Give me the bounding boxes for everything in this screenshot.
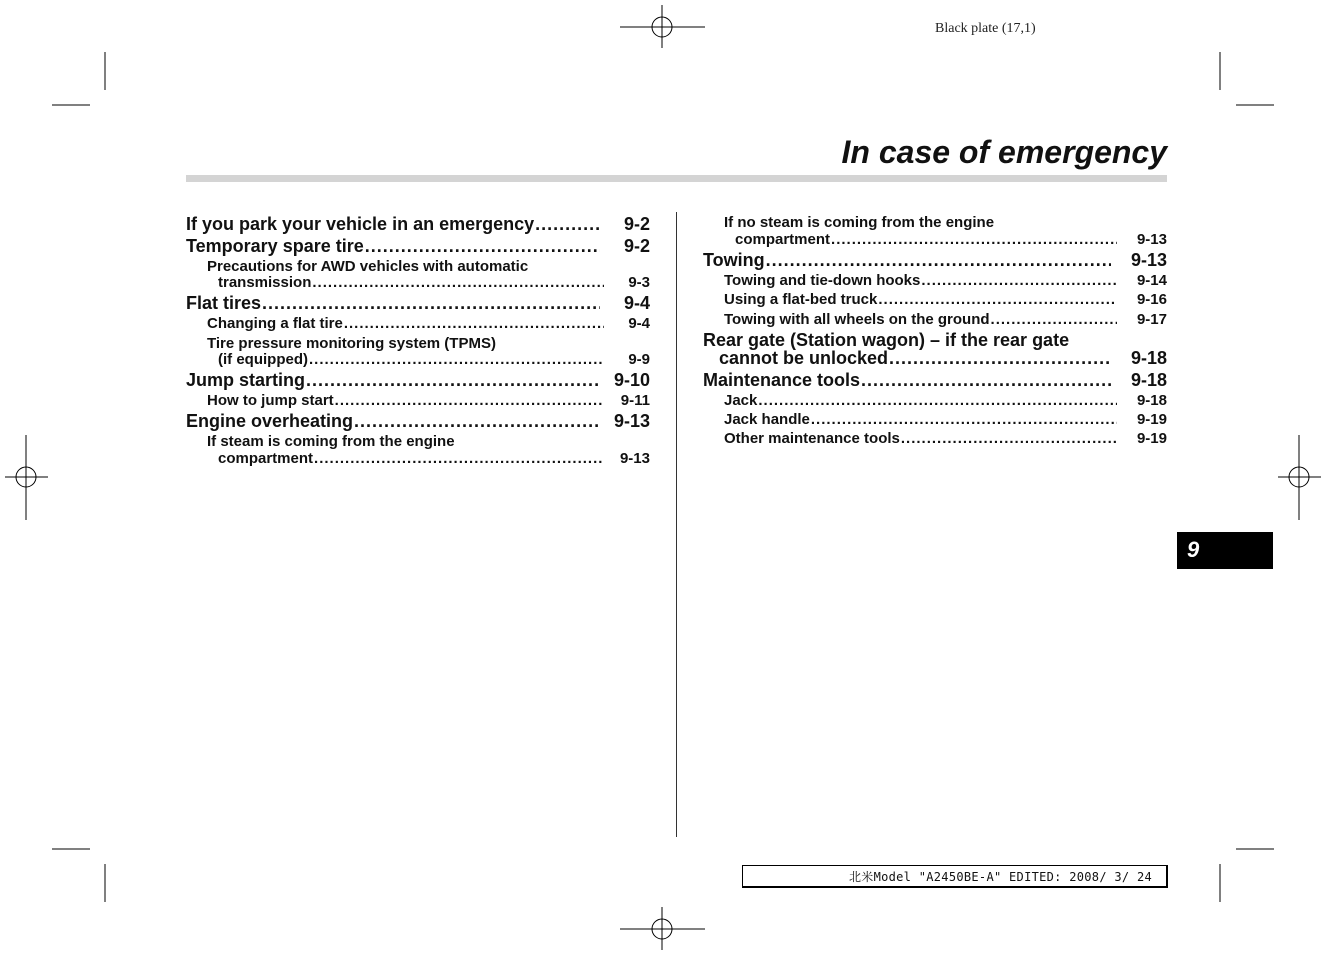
toc-entry-label: Flat tires	[186, 293, 262, 313]
toc-leader-dots	[314, 450, 604, 467]
toc-entry-page: 9-13	[1130, 250, 1167, 270]
toc-entry-page: 9-3	[628, 274, 650, 291]
toc-entry[interactable]	[218, 351, 650, 369]
toc-entry-label: Jack handle	[724, 411, 810, 428]
toc-entry-label-line1: Tire pressure monitoring system (TPMS)	[207, 335, 496, 352]
toc-entry-label: Using a flat-bed truck	[724, 291, 878, 308]
toc-entry[interactable]	[186, 293, 650, 315]
toc-leader-dots	[354, 411, 600, 432]
toc-leader-dots	[262, 293, 600, 314]
toc-leader-dots	[335, 392, 604, 409]
toc-entry-label: If you park your vehicle in an emergency	[186, 214, 535, 234]
toc-entry-label: compartment	[218, 450, 314, 467]
registration-mark-bottom	[620, 907, 705, 950]
toc-entry-label: Changing a flat tire	[207, 315, 343, 332]
toc-entry[interactable]	[724, 411, 1167, 429]
toc-entry[interactable]	[703, 370, 1167, 392]
toc-entry-page: 9-9	[628, 351, 650, 368]
toc-leader-dots	[306, 370, 600, 391]
toc-entry-page: 9-13	[619, 450, 650, 467]
toc-entry-label: Jump starting	[186, 370, 306, 390]
toc-leader-dots	[535, 214, 600, 235]
toc-leader-dots	[878, 291, 1117, 308]
toc-entry-label: Engine overheating	[186, 411, 354, 431]
toc-leader-dots	[831, 231, 1117, 248]
toc-leader-dots	[344, 315, 604, 332]
toc-entry-page: 9-17	[1136, 311, 1167, 328]
toc-entry[interactable]	[724, 392, 1167, 410]
toc-entry-page: 9-14	[1136, 272, 1167, 289]
toc-entry-label-line1: If no steam is coming from the engine	[724, 214, 995, 231]
chapter-tab[interactable]	[1177, 532, 1273, 569]
toc-entry-page: 9-4	[628, 315, 650, 332]
toc-entry-label: Maintenance tools	[703, 370, 861, 390]
toc-leader-dots	[921, 272, 1117, 289]
toc-entry-page: 9-13	[1136, 231, 1167, 248]
toc-entry[interactable]	[724, 291, 1167, 309]
toc-leader-dots	[766, 250, 1111, 271]
toc-entry[interactable]	[186, 370, 650, 392]
toc-entry[interactable]	[207, 392, 650, 410]
toc-entry-label: cannot be unlocked	[719, 348, 889, 368]
toc-entry-label: Other maintenance tools	[724, 430, 900, 447]
toc-entry-page: 9-2	[623, 236, 650, 256]
toc-entry-page: 9-11	[620, 392, 650, 409]
chapter-tab-number: 9	[1187, 537, 1200, 562]
toc-entry[interactable]	[724, 311, 1167, 329]
toc-entry-page: 9-19	[1136, 411, 1167, 428]
toc-leader-dots	[758, 392, 1117, 409]
toc-entry-page: 9-18	[1136, 392, 1167, 409]
toc-entry-page: 9-2	[623, 214, 650, 234]
footer-box	[742, 865, 1168, 888]
toc-entry[interactable]	[207, 315, 650, 333]
toc-entry[interactable]	[186, 236, 650, 258]
chapter-title: In case of emergency	[841, 134, 1167, 170]
toc-entry-label: transmission	[218, 274, 312, 291]
toc-leader-dots	[309, 351, 604, 368]
toc-entry-label-line1: Precautions for AWD vehicles with automatic	[207, 258, 529, 275]
registration-mark-right	[1278, 435, 1321, 520]
toc-entry[interactable]	[735, 231, 1167, 249]
toc-entry-label: Temporary spare tire	[186, 236, 364, 256]
toc-entry-page: 9-16	[1136, 291, 1167, 308]
toc-entry[interactable]	[703, 250, 1167, 272]
toc-entry-page: 9-18	[1130, 370, 1167, 390]
plate-label: Black plate (17,1)	[935, 21, 1036, 36]
toc-entry-label: compartment	[735, 231, 831, 248]
toc-entry-label: Towing	[703, 250, 765, 270]
toc-leader-dots	[312, 274, 604, 291]
toc-entry-label-line1: Rear gate (Station wagon) – if the rear gate	[703, 330, 1070, 350]
toc-entry-label: How to jump start	[207, 392, 334, 409]
footer-text: 北米Model "A2450BE-A" EDITED: 2008/ 3/ 24	[848, 870, 1152, 884]
toc-entry-page: 9-19	[1136, 430, 1167, 447]
toc-entry-label: Jack	[724, 392, 758, 409]
toc-entry-page: 9-18	[1130, 348, 1167, 368]
registration-mark-left	[5, 435, 48, 520]
toc-entry-label: (if equipped)	[218, 351, 308, 368]
toc-entry-page: 9-4	[623, 293, 650, 313]
toc-entry[interactable]	[719, 348, 1167, 370]
toc-leader-dots	[991, 311, 1117, 328]
toc-entry[interactable]	[724, 272, 1167, 290]
toc-entry-page: 9-13	[613, 411, 650, 431]
toc-leader-dots	[365, 236, 600, 257]
toc-entry-label: Towing with all wheels on the ground	[724, 311, 990, 328]
toc-entry[interactable]	[186, 214, 650, 236]
toc-leader-dots	[901, 430, 1117, 447]
title-rule	[186, 175, 1167, 182]
toc-entry[interactable]	[186, 411, 650, 433]
toc-entry[interactable]	[218, 450, 650, 468]
registration-mark-top	[620, 5, 705, 48]
toc-leader-dots	[811, 411, 1117, 428]
toc-entry[interactable]	[724, 430, 1167, 448]
toc-leader-dots	[889, 348, 1111, 369]
toc-leader-dots	[861, 370, 1111, 391]
toc-entry[interactable]	[218, 274, 650, 292]
toc-entry-label-line1: If steam is coming from the engine	[207, 433, 455, 450]
toc-entry-page: 9-10	[613, 370, 650, 390]
column-divider	[676, 212, 677, 837]
toc-entry-label: Towing and tie-down hooks	[724, 272, 921, 289]
